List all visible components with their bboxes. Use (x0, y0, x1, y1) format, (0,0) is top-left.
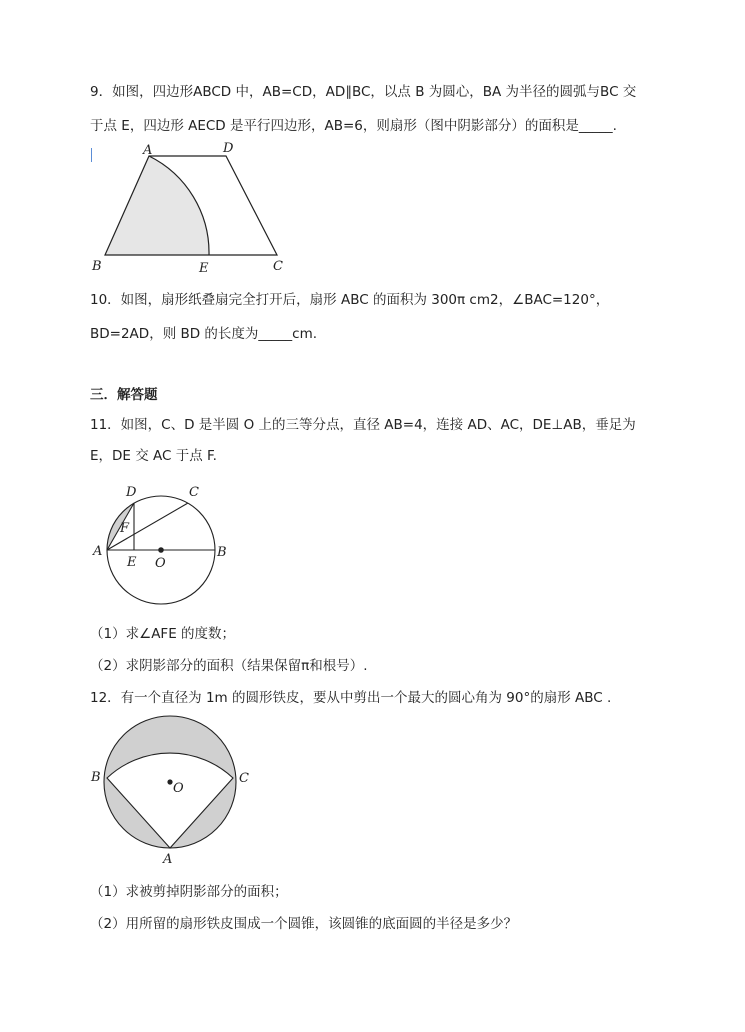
q12-label-o: O (173, 781, 184, 796)
q9-label-b: B (92, 259, 102, 274)
q9-text-line-2: 于点 E，四边形 AECD 是平行四边形，AB=6，则扇形（图中阴影部分）的面积是_____. (90, 118, 617, 134)
q11-text-line-2: E，DE 交 AC 于点 F. (90, 448, 217, 464)
q12-sub-question-1: （1）求被剪掉阴影部分的面积； (90, 884, 288, 900)
q9-shaded-sector (105, 156, 209, 255)
q11-label-o: O (155, 556, 166, 571)
q9-label-d: D (223, 141, 234, 156)
q11-sub-question-1: （1）求∠AFE 的度数； (90, 626, 236, 642)
q11-label-b: B (217, 545, 227, 560)
q9-trapezoid-figure (85, 138, 300, 278)
q11-label-a: A (93, 544, 103, 559)
q12-center-dot (167, 779, 172, 784)
q11-label-c: C (189, 485, 199, 500)
q11-text-line-1: 11．如图，C、D 是半圆 O 上的三等分点，直径 AB=4，连接 AD、AC，DE⊥AB，垂足为 (90, 417, 636, 433)
q12-label-b: B (91, 770, 101, 785)
q11-center-dot (158, 547, 164, 553)
q12-circle-figure (85, 712, 255, 867)
q9-label-a: A (143, 143, 153, 158)
q9-label-e: E (199, 261, 209, 276)
q12-label-c: C (239, 771, 249, 786)
q11-circle-figure (85, 480, 250, 608)
q10-text-line-1: 10．如图，扇形纸叠扇完全打开后，扇形 ABC 的面积为 300π cm2，∠BAC=120°， (90, 292, 610, 308)
q11-sub-question-2: （2）求阴影部分的面积（结果保留π和根号）. (90, 658, 368, 674)
q11-label-f: F (120, 521, 130, 536)
q11-label-e: E (127, 555, 137, 570)
section-heading: 三．解答题 (90, 387, 158, 403)
q12-sub-question-2: （2）用所留的扇形铁皮围成一个圆锥，该圆锥的底面圆的半径是多少？ (90, 916, 518, 932)
q11-label-d: D (126, 485, 137, 500)
q10-text-line-2: BD=2AD，则 BD 的长度为_____cm. (90, 326, 318, 342)
q12-text-line-1: 12．有一个直径为 1m 的圆形铁皮，要从中剪出一个最大的圆心角为 90°的扇形 ABC . (90, 690, 612, 706)
q9-text-line-1: 9．如图，四边形ABCD 中，AB=CD，AD∥BC，以点 B 为圆心，BA 为半径的圆弧与BC 交 (90, 84, 637, 100)
q9-label-c: C (273, 259, 283, 274)
q12-label-a: A (163, 852, 173, 867)
